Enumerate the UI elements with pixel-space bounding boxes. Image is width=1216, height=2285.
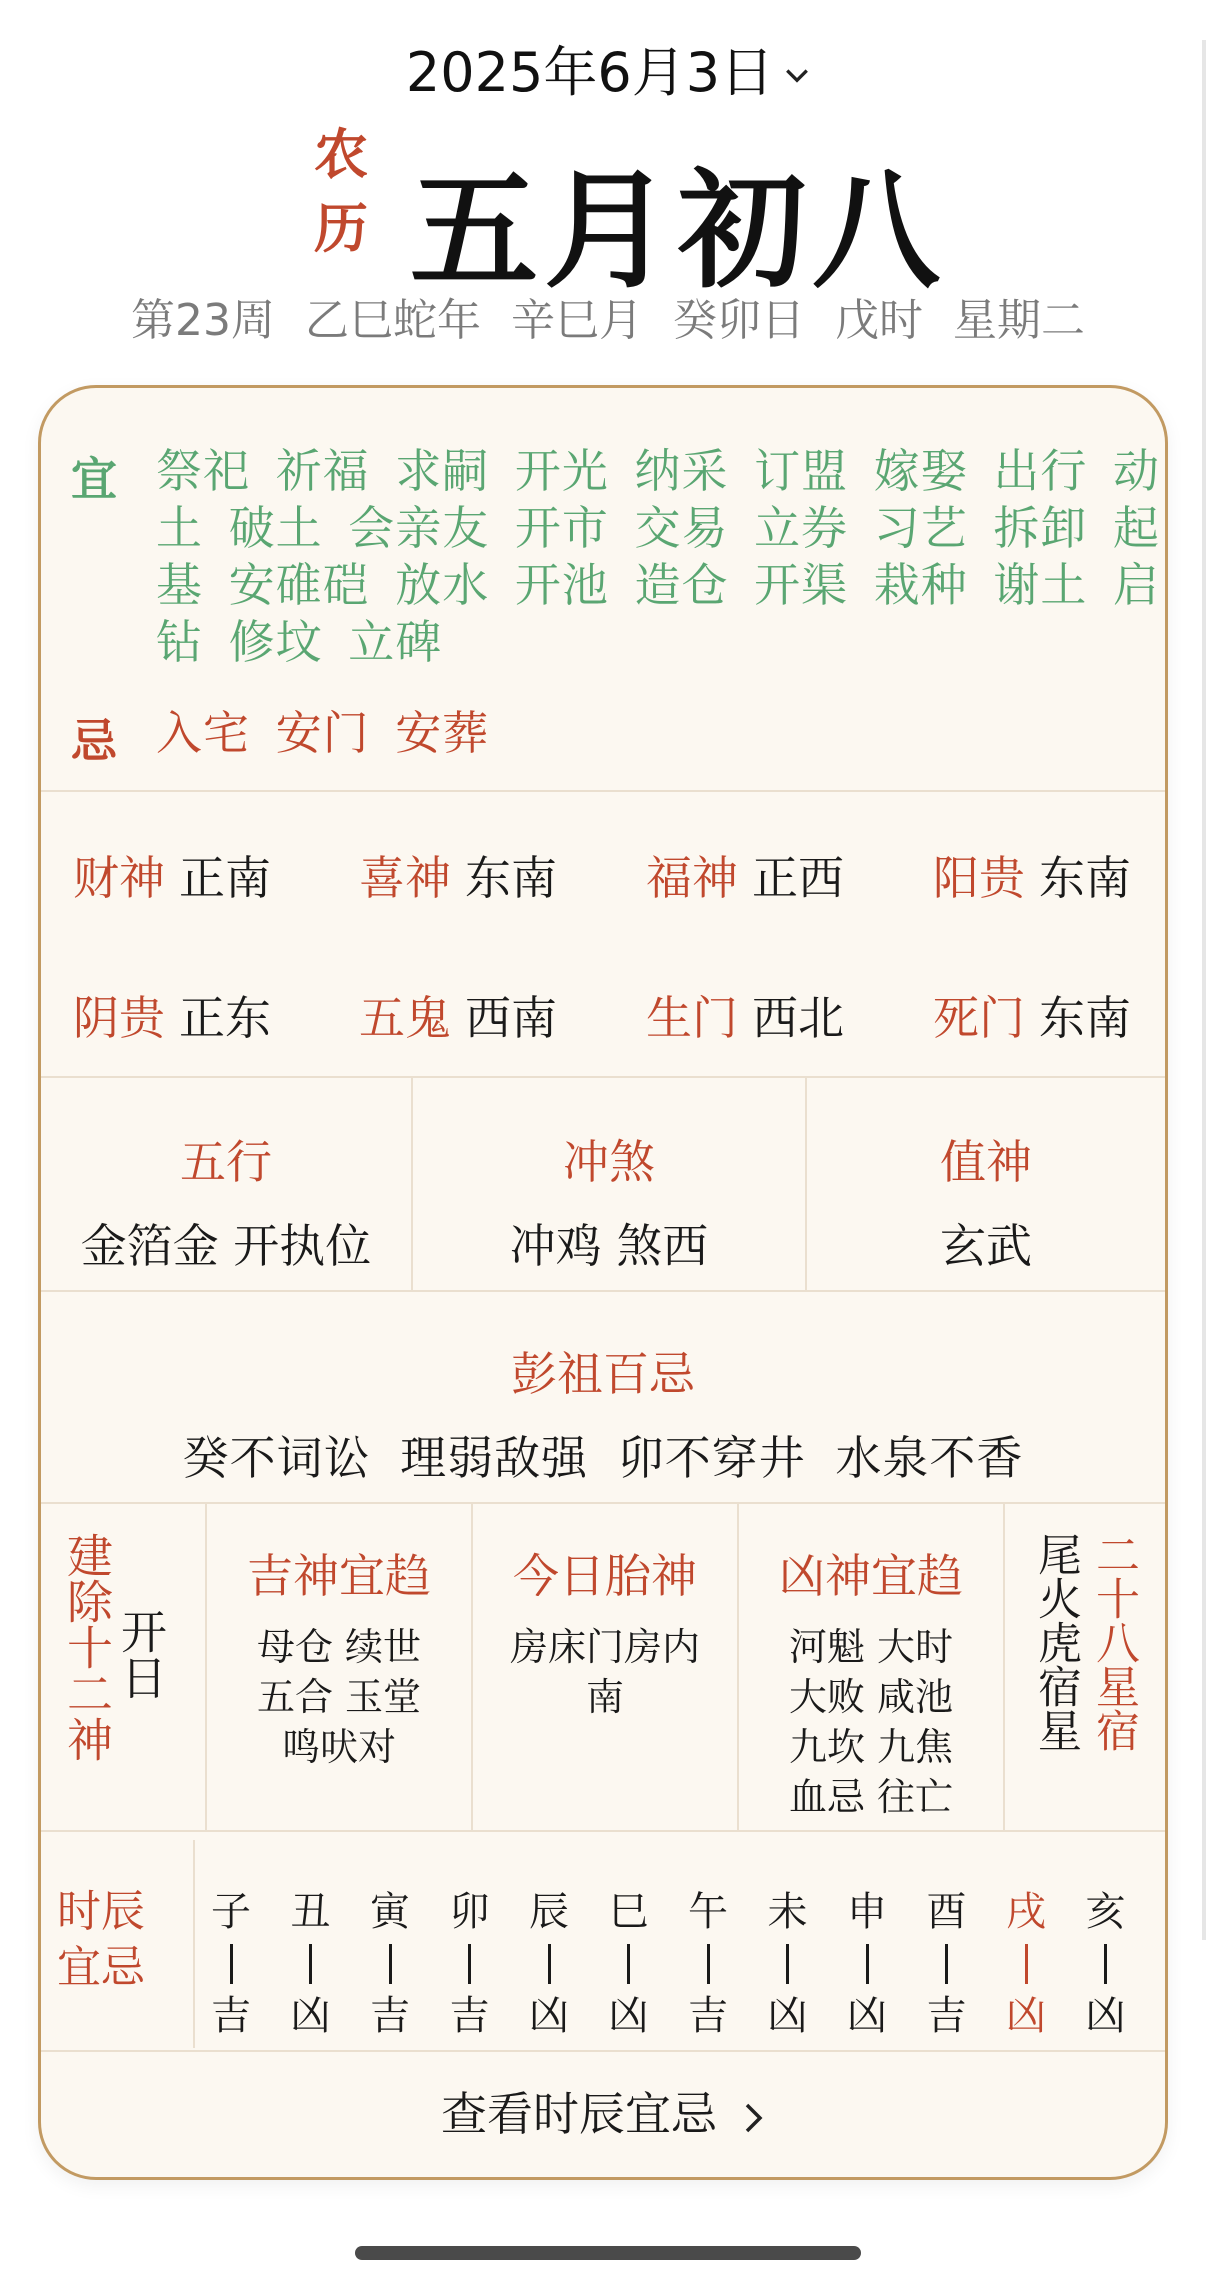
year-ganzhi: 乙巳蛇年 bbox=[305, 295, 481, 346]
jishen-title: 吉神宜趋 bbox=[247, 1549, 431, 1603]
hour-separator bbox=[866, 1944, 869, 1984]
xingxiu-cell bbox=[1005, 1512, 1165, 1837]
hour-luck: 凶 bbox=[608, 1993, 649, 2039]
hour-luck: 吉 bbox=[926, 1993, 967, 2039]
ji-list: 入宅 安门 安葬 bbox=[156, 706, 490, 760]
pengzu-section bbox=[41, 1300, 1165, 1510]
god-label: 福神 bbox=[646, 851, 738, 905]
hour-item[interactable] bbox=[837, 1886, 897, 2042]
date-info-line bbox=[0, 284, 1216, 348]
xiongshen-line: 血忌 往亡 bbox=[788, 1775, 954, 1819]
hour-separator bbox=[1025, 1944, 1028, 1984]
jianchu-title: 建除十二神 bbox=[60, 1532, 114, 1762]
week-number: 第23周 bbox=[131, 295, 275, 346]
hour-item[interactable] bbox=[519, 1886, 579, 2042]
god-label: 死门 bbox=[933, 991, 1025, 1045]
hour-branch: 子 bbox=[211, 1889, 251, 1935]
yi-label: 宜 bbox=[71, 452, 117, 506]
divider bbox=[193, 1840, 195, 2048]
cell-title: 五行 bbox=[180, 1135, 272, 1189]
chevron-right-icon bbox=[743, 2101, 765, 2135]
home-indicator[interactable] bbox=[355, 2246, 861, 2260]
hour-luck: 吉 bbox=[688, 1993, 728, 2039]
jishen-cell bbox=[207, 1512, 471, 1837]
weekday: 星期二 bbox=[953, 295, 1085, 346]
jishen-line: 鸣吠对 bbox=[281, 1725, 396, 1769]
pengzu-value: 癸不词讼 理弱敌强 卯不穿井 水泉不香 bbox=[182, 1431, 1024, 1485]
hour-item[interactable] bbox=[201, 1886, 261, 2042]
jianchu-cell bbox=[41, 1512, 205, 1837]
god-label: 五鬼 bbox=[359, 991, 451, 1045]
cell-value: 金箔金 开执位 bbox=[80, 1219, 372, 1273]
hour-item[interactable] bbox=[1076, 1886, 1136, 2042]
hour-item[interactable] bbox=[678, 1886, 738, 2042]
god-item bbox=[359, 842, 557, 908]
hour-luck: 吉 bbox=[370, 1993, 410, 2039]
taishen-line: 南 bbox=[585, 1675, 624, 1719]
hour-separator bbox=[230, 1944, 233, 1984]
hour-branch: 午 bbox=[688, 1889, 728, 1935]
god-item bbox=[73, 982, 271, 1048]
xiongshen-cell bbox=[739, 1512, 1003, 1837]
hour-item[interactable] bbox=[758, 1886, 818, 2042]
xiongshen-line: 九坎 九焦 bbox=[788, 1725, 954, 1769]
taishen-title: 今日胎神 bbox=[513, 1549, 697, 1603]
hour-branch: 丑 bbox=[290, 1889, 331, 1935]
xiongshen-title: 凶神宜趋 bbox=[779, 1549, 963, 1603]
hour-separator bbox=[707, 1944, 710, 1984]
chevron-down-icon bbox=[784, 63, 810, 89]
lunar-tag-char: 农 bbox=[314, 123, 368, 186]
god-value: 东南 bbox=[465, 851, 557, 905]
hour-luck: 吉 bbox=[449, 1993, 490, 2039]
wuxing-cell bbox=[41, 1088, 411, 1298]
god-value: 东南 bbox=[1039, 851, 1131, 905]
month-ganzhi: 辛巳月 bbox=[511, 295, 643, 346]
hour-separator bbox=[786, 1944, 789, 1984]
hour-branch: 酉 bbox=[926, 1889, 967, 1935]
view-hours-label: 查看时辰宜忌 bbox=[441, 2087, 717, 2141]
yi-line: 土 破土 会亲友 开市 交易 立券 习艺 拆卸 起 bbox=[156, 501, 1160, 555]
taishen-cell bbox=[473, 1512, 737, 1837]
yi-list bbox=[156, 443, 1166, 671]
hour-item[interactable] bbox=[996, 1886, 1056, 2042]
chongsha-cell bbox=[413, 1088, 805, 1298]
god-label: 阳贵 bbox=[933, 851, 1025, 905]
hour-item[interactable] bbox=[599, 1886, 659, 2042]
god-label: 生门 bbox=[646, 991, 738, 1045]
hour-luck: 凶 bbox=[1006, 1993, 1046, 2039]
hour-luck: 凶 bbox=[847, 1993, 887, 2039]
hour-separator bbox=[945, 1944, 948, 1984]
god-label: 喜神 bbox=[359, 851, 451, 905]
god-value: 西北 bbox=[752, 991, 844, 1045]
god-item bbox=[646, 842, 844, 908]
divider bbox=[41, 790, 1165, 792]
pengzu-title: 彭祖百忌 bbox=[511, 1347, 695, 1401]
hour-luck: 吉 bbox=[211, 1993, 251, 2039]
jianchu-value: 开日 bbox=[114, 1608, 168, 1700]
hours-title: 时辰宜忌 bbox=[57, 1886, 145, 1993]
god-directions bbox=[41, 798, 1165, 1083]
god-value: 正西 bbox=[752, 851, 844, 905]
god-value: 正东 bbox=[179, 991, 271, 1045]
divider bbox=[41, 1076, 1165, 1078]
hour-branch: 巳 bbox=[608, 1889, 649, 1935]
zhishen-cell bbox=[807, 1088, 1165, 1298]
hour-branch: 卯 bbox=[449, 1889, 490, 1935]
god-item bbox=[73, 842, 271, 908]
jishen-list bbox=[207, 1622, 471, 1772]
hour-branch: 戌 bbox=[1006, 1889, 1046, 1935]
hour-separator bbox=[468, 1944, 471, 1984]
cell-value: 冲鸡 煞西 bbox=[509, 1219, 709, 1273]
hour-luck: 凶 bbox=[529, 1993, 569, 2039]
hours-section bbox=[41, 1840, 1165, 2050]
divider bbox=[41, 1290, 1165, 1292]
hour-branch: 亥 bbox=[1085, 1889, 1126, 1935]
god-value: 东南 bbox=[1039, 991, 1131, 1045]
god-label: 阴贵 bbox=[73, 991, 165, 1045]
yi-line: 钻 修坟 立碑 bbox=[156, 615, 443, 669]
hour-branch: 未 bbox=[767, 1889, 808, 1935]
cell-value: 玄武 bbox=[940, 1219, 1032, 1273]
hour-separator bbox=[548, 1944, 551, 1984]
god-item bbox=[646, 982, 844, 1048]
cell-title: 冲煞 bbox=[563, 1135, 655, 1189]
taishen-line: 房床门房内 bbox=[509, 1625, 700, 1669]
lunar-date: 五月初八 bbox=[410, 157, 947, 306]
god-item bbox=[359, 982, 557, 1048]
view-hours-link[interactable] bbox=[41, 2052, 1165, 2177]
xiongshen-list bbox=[739, 1622, 1003, 1822]
hour-item[interactable] bbox=[360, 1886, 420, 2042]
hour-branch: 寅 bbox=[370, 1889, 410, 1935]
lunar-tag-char: 历 bbox=[314, 197, 368, 260]
hour-luck: 凶 bbox=[767, 1993, 808, 2039]
xiongshen-line: 大败 咸池 bbox=[788, 1675, 954, 1719]
ji-label: 忌 bbox=[71, 714, 117, 768]
xiongshen-line: 河魁 大时 bbox=[788, 1625, 954, 1669]
lunar-tag bbox=[308, 118, 374, 266]
jishen-line: 母仓 续世 bbox=[256, 1625, 422, 1669]
hour-branch: 申 bbox=[847, 1889, 887, 1935]
hour-separator bbox=[309, 1944, 312, 1984]
hour-separator bbox=[627, 1944, 630, 1984]
cell-title: 值神 bbox=[940, 1135, 1032, 1189]
almanac-card bbox=[38, 385, 1168, 2180]
hour-branch: 辰 bbox=[529, 1889, 569, 1935]
jishen-line: 五合 玉堂 bbox=[256, 1675, 422, 1719]
god-value: 西南 bbox=[465, 991, 557, 1045]
god-value: 正南 bbox=[179, 851, 271, 905]
solar-date: 2025年6月3日 bbox=[405, 41, 775, 104]
xingxiu-value: 尾火虎宿星 bbox=[1030, 1532, 1081, 1752]
hour-luck: 凶 bbox=[290, 1993, 331, 2039]
yi-line: 基 安碓硙 放水 开池 造仓 开渠 栽种 谢土 启 bbox=[156, 558, 1160, 612]
xingxiu-title: 二十八星宿 bbox=[1088, 1532, 1139, 1752]
day-ganzhi: 癸卯日 bbox=[673, 295, 805, 346]
hour-separator bbox=[389, 1944, 392, 1984]
hour-separator bbox=[1104, 1944, 1107, 1984]
hour-item[interactable] bbox=[917, 1886, 977, 2042]
hour-item[interactable] bbox=[281, 1886, 341, 2042]
god-item bbox=[933, 842, 1131, 908]
date-selector[interactable] bbox=[0, 30, 1216, 107]
taishen-list bbox=[473, 1622, 737, 1722]
god-label: 财神 bbox=[73, 851, 165, 905]
divider bbox=[41, 1502, 1165, 1504]
yi-line: 祭祀 祈福 求嗣 开光 纳采 订盟 嫁娶 出行 动 bbox=[156, 444, 1160, 498]
hour-luck: 凶 bbox=[1085, 1993, 1126, 2039]
hour-item[interactable] bbox=[440, 1886, 500, 2042]
god-item bbox=[933, 982, 1131, 1048]
hour-ganzhi: 戊时 bbox=[835, 295, 923, 346]
divider bbox=[41, 1830, 1165, 1832]
